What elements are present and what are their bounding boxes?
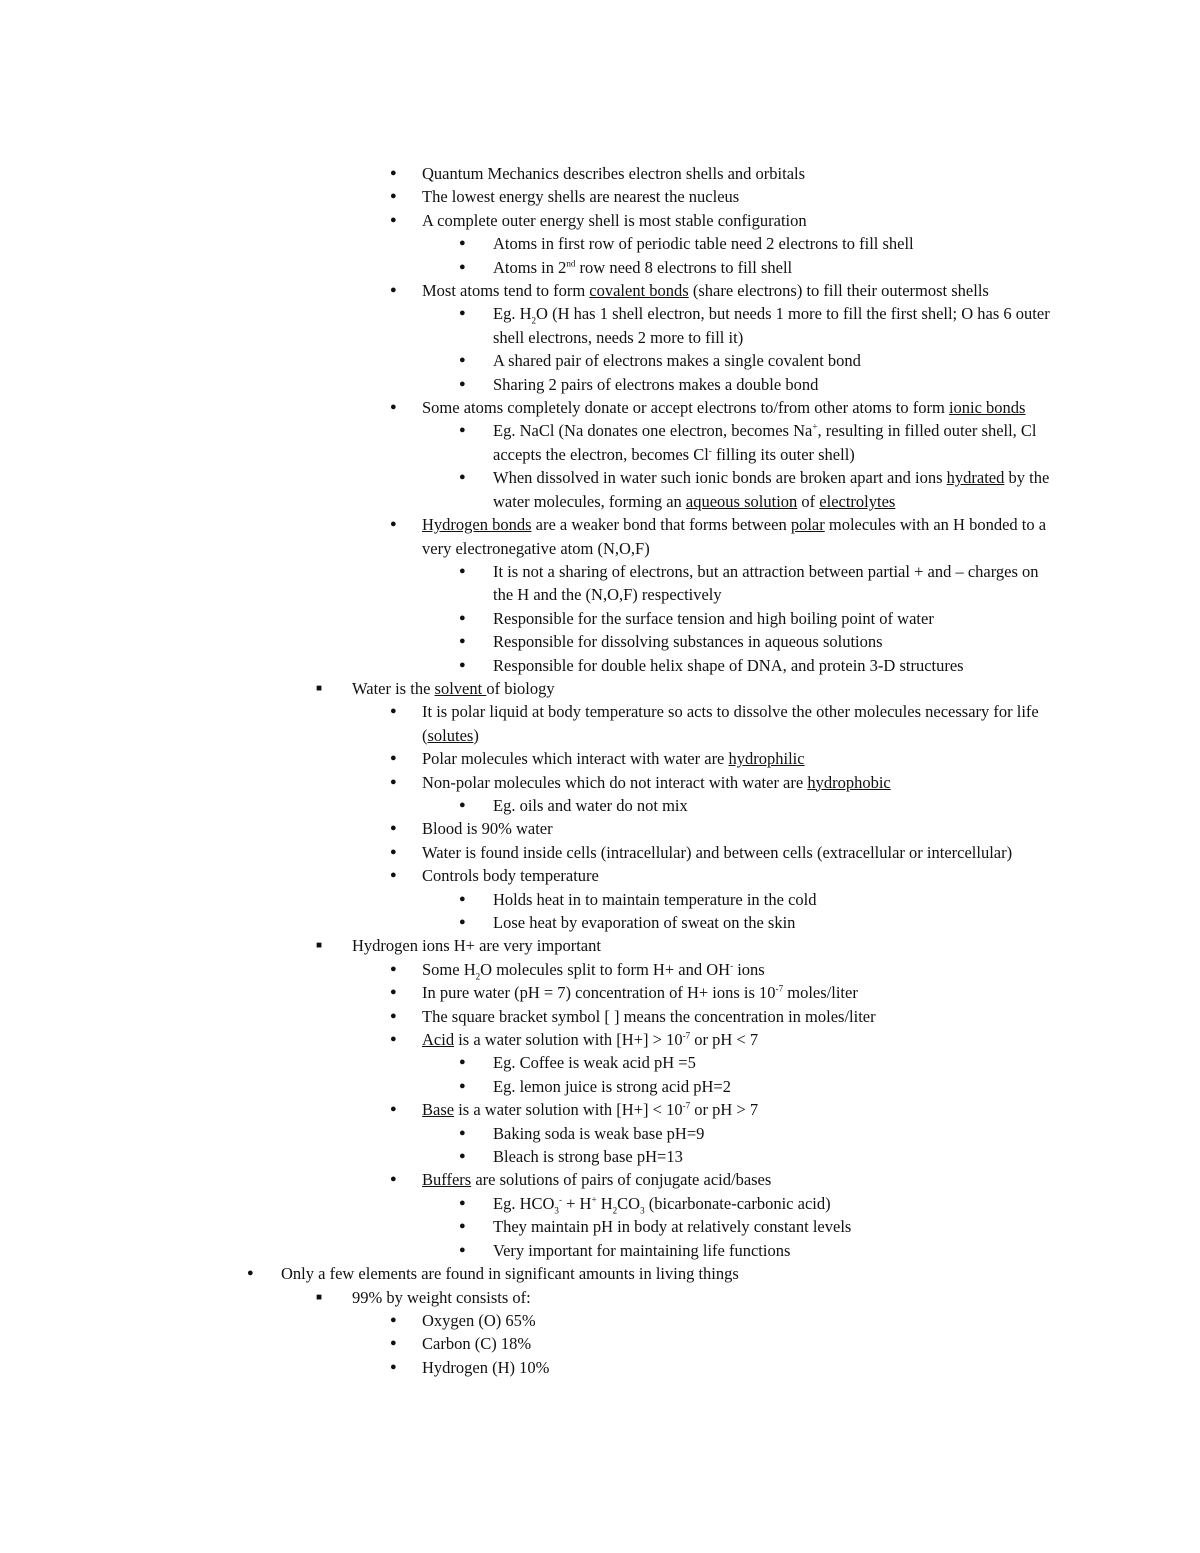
underlined-term: ionic bonds (948, 398, 1026, 418)
list-item-text (493, 911, 1061, 934)
text-run: are solutions of pairs of conjugate acid/bases (471, 1170, 772, 1190)
round-bullet-icon: ● (390, 284, 397, 297)
notes-document (0, 162, 1200, 1379)
round-bullet-icon: ● (459, 611, 466, 624)
list-item-text (493, 654, 1061, 677)
text-run: Controls body temperature (422, 866, 599, 886)
text-run: is a water solution with [H+] < 10 (454, 1100, 683, 1120)
list-item-text (422, 1332, 1058, 1355)
round-bullet-icon: ● (390, 705, 397, 718)
text-run: Oxygen (O) 65% (422, 1310, 536, 1330)
list-item-text (493, 1192, 1061, 1215)
round-bullet-icon: ● (459, 424, 466, 437)
text-run: Most atoms tend to form (422, 281, 590, 301)
list-item (459, 419, 1200, 466)
text-run: Only a few elements are found in significant amounts in living things (281, 1264, 739, 1284)
text-run: H (596, 1193, 613, 1213)
text-run: The square bracket symbol [ ] means the concentration in moles/liter (422, 1006, 876, 1026)
list-item-text (422, 513, 1058, 560)
text-run: Carbon (C) 18% (422, 1334, 532, 1354)
list-item (459, 630, 1200, 653)
text-run: Water is the (352, 678, 435, 698)
list-item-text (352, 1286, 988, 1309)
underlined-term: Hydrogen bonds (422, 515, 532, 535)
text-run: Blood is 90% water (422, 819, 553, 839)
text-run: ions (733, 959, 765, 979)
list-item (316, 677, 1200, 700)
text-run: It is polar liquid at body temperature so acts to dissolve the other molecules necessary for life ( (422, 702, 1039, 745)
text-run: Holds heat in to maintain temperature in the cold (493, 889, 817, 909)
round-bullet-icon: ● (459, 1243, 466, 1256)
round-bullet-icon: ● (459, 307, 466, 320)
list-item (390, 1356, 1200, 1379)
text-run: (bicarbonate-carbonic acid) (644, 1193, 831, 1213)
text-run: In pure water (pH = 7) concentration of H+ ions is 10 (422, 983, 776, 1003)
list-item-text (422, 1098, 1058, 1121)
list-item (459, 349, 1200, 372)
underlined-term: hydrophobic (807, 772, 891, 792)
list-item (390, 185, 1200, 208)
round-bullet-icon: ● (390, 1313, 397, 1326)
list-item-text (493, 232, 1061, 255)
round-bullet-icon: ● (247, 1267, 254, 1280)
list-item-text (422, 1028, 1058, 1051)
text-run: Baking soda is weak base pH=9 (493, 1123, 705, 1143)
text-run: Eg. oils and water do not mix (493, 795, 688, 815)
list-item-text (493, 419, 1061, 466)
list-item-text (422, 864, 1058, 887)
list-item (390, 513, 1200, 560)
list-item (390, 162, 1200, 185)
underlined-term: solutes (427, 725, 474, 745)
text-run: Eg. Coffee is weak acid pH =5 (493, 1053, 696, 1073)
square-bullet-icon: ■ (316, 1291, 323, 1303)
round-bullet-icon: ● (390, 845, 397, 858)
text-run: They maintain pH in body at relatively constant levels (493, 1217, 852, 1237)
text-run: moles/liter (783, 983, 858, 1003)
text-run: Quantum Mechanics describes electron shells and orbitals (422, 164, 806, 183)
round-bullet-icon: ● (459, 1150, 466, 1163)
list-item (459, 654, 1200, 677)
list-item (390, 1028, 1200, 1051)
text-run: Bleach is strong base pH=13 (493, 1147, 683, 1167)
underlined-term: electrolytes (819, 491, 896, 511)
list-item-text (422, 700, 1058, 747)
text-run: Very important for maintaining life functions (493, 1240, 791, 1260)
text-run: Sharing 2 pairs of electrons makes a double bond (493, 374, 819, 394)
text-run: Eg. H (493, 304, 532, 324)
text-run: Some atoms completely donate or accept electrons to/from other atoms to form (422, 398, 949, 418)
list-item-text (422, 1005, 1058, 1028)
list-item-text (281, 1262, 917, 1285)
round-bullet-icon: ● (390, 167, 397, 179)
list-item-text (422, 747, 1058, 770)
list-item (390, 1309, 1200, 1332)
text-run: + H (561, 1193, 592, 1213)
list-item-text (493, 560, 1061, 607)
round-bullet-icon: ● (390, 1033, 397, 1046)
list-item (390, 1332, 1200, 1355)
underlined-term: solvent (434, 678, 487, 698)
list-item-text (493, 302, 1061, 349)
text-run: Responsible for the surface tension and high boiling point of water (493, 608, 934, 628)
underlined-term: polar (790, 515, 825, 535)
underlined-term: Buffers (422, 1170, 472, 1190)
round-bullet-icon: ● (459, 377, 466, 390)
list-item (390, 841, 1200, 864)
round-bullet-icon: ● (459, 1056, 466, 1069)
text-run: Hydrogen ions H+ are very important (352, 936, 601, 956)
text-run: , resulting in filled outer shell, Cl accepts the electron, becomes Cl (493, 421, 1037, 464)
text-run: row need 8 electrons to fill shell (575, 257, 793, 277)
list-item-text (493, 466, 1061, 513)
list-item (390, 747, 1200, 770)
round-bullet-icon: ● (390, 518, 397, 531)
list-item (390, 771, 1200, 794)
round-bullet-icon: ● (459, 354, 466, 367)
text-run: Hydrogen (H) 10% (422, 1357, 550, 1377)
list-item (459, 911, 1200, 934)
list-item-text (493, 1051, 1061, 1074)
round-bullet-icon: ● (390, 1360, 397, 1373)
text-run: (share electrons) to fill their outermost shells (688, 281, 989, 301)
text-run: It is not a sharing of electrons, but an attraction between partial + and – charges on the H and the (N,O,F) respectively (493, 561, 1039, 605)
text-run: 2 (531, 315, 537, 326)
round-bullet-icon: ● (459, 260, 466, 273)
round-bullet-icon: ● (459, 1220, 466, 1233)
round-bullet-icon: ● (390, 962, 397, 975)
list-item-text (422, 1356, 1058, 1379)
list-item (247, 1262, 1200, 1285)
list-item (459, 1192, 1200, 1216)
round-bullet-icon: ● (390, 752, 397, 765)
text-run: -7 (682, 1100, 691, 1111)
text-run: Atoms in first row of periodic table need 2 electrons to fill shell (493, 234, 914, 254)
text-run: by the water molecules, forming an (493, 468, 1050, 511)
round-bullet-icon: ● (459, 635, 466, 648)
list-item-text (493, 607, 1061, 630)
list-item-text (493, 1122, 1061, 1145)
round-bullet-icon: ● (390, 190, 397, 203)
text-run: Lose heat by evaporation of sweat on the skin (493, 913, 796, 932)
list-item-text (493, 1215, 1061, 1238)
list-item (459, 1075, 1200, 1098)
text-run: CO (617, 1193, 641, 1213)
text-run: nd (566, 258, 576, 269)
list-item (390, 1098, 1200, 1121)
underlined-term: Base (422, 1100, 455, 1120)
text-run: ) (473, 725, 479, 745)
text-run: O molecules split to form H+ and OH (480, 959, 731, 979)
round-bullet-icon: ● (459, 798, 466, 811)
round-bullet-icon: ● (459, 471, 466, 484)
list-item-text (422, 185, 1058, 208)
list-item-text (422, 1168, 1058, 1191)
text-run: O (H has 1 shell electron, but needs 1 more to fill the first shell; O has 6 outer shell electrons, needs 2 more to fill it) (493, 304, 1050, 347)
text-run: -7 (682, 1030, 691, 1041)
text-run: of (797, 491, 820, 511)
round-bullet-icon: ● (459, 892, 466, 905)
square-bullet-icon: ■ (316, 682, 323, 694)
text-run: - (558, 1194, 562, 1205)
text-run: 3 (640, 1205, 645, 1216)
list-item (459, 794, 1200, 817)
text-run: Non-polar molecules which do not interact with water are (422, 772, 808, 792)
list-item-text (422, 1309, 1058, 1332)
list-item-text (422, 841, 1058, 864)
list-item (459, 607, 1200, 630)
text-run: 2 (612, 1205, 618, 1216)
round-bullet-icon: ● (459, 237, 466, 250)
underlined-term: hydrophilic (728, 749, 805, 769)
list-item-text (493, 630, 1061, 653)
text-run: - (730, 960, 734, 971)
round-bullet-icon: ● (390, 1009, 397, 1022)
text-run: molecules with an H bonded to a very electronegative atom (N,O,F) (422, 515, 1047, 558)
list-item-text (493, 888, 1061, 911)
text-run: Eg. lemon juice is strong acid pH=2 (493, 1076, 731, 1096)
text-run: + (591, 1194, 597, 1205)
text-run: A complete outer energy shell is most stable configuration (422, 210, 807, 230)
text-run: 2 (475, 971, 481, 982)
text-run: A shared pair of electrons makes a single covalent bond (493, 351, 861, 371)
round-bullet-icon: ● (459, 1079, 466, 1092)
list-item (459, 373, 1200, 396)
text-run: or pH > 7 (690, 1100, 759, 1120)
round-bullet-icon: ● (459, 658, 466, 671)
round-bullet-icon: ● (459, 1126, 466, 1139)
list-item-text (352, 677, 988, 700)
round-bullet-icon: ● (390, 775, 397, 788)
text-run: Eg. NaCl (Na donates one electron, becomes Na (493, 421, 813, 441)
round-bullet-icon: ● (459, 1196, 466, 1209)
list-item (390, 700, 1200, 747)
list-item (459, 888, 1200, 911)
list-item (459, 1122, 1200, 1145)
text-run: Responsible for double helix shape of DNA, and protein 3-D structures (493, 655, 964, 675)
text-run: of biology (486, 678, 555, 698)
list-item (390, 817, 1200, 840)
underlined-term: Acid (422, 1030, 455, 1050)
text-run: Atoms in 2 (493, 257, 567, 277)
round-bullet-icon: ● (390, 1103, 397, 1116)
round-bullet-icon: ● (390, 401, 397, 414)
list-item (316, 934, 1200, 957)
text-run: Water is found inside cells (intracellular) and between cells (extracellular or intercellular) (422, 842, 1013, 862)
list-item (390, 864, 1200, 887)
list-item-text (422, 981, 1058, 1004)
text-run: 3 (554, 1205, 559, 1216)
list-item-text (422, 771, 1058, 794)
list-item-text (493, 256, 1061, 279)
list-item-text (352, 934, 988, 957)
round-bullet-icon: ● (390, 1337, 397, 1350)
underlined-term: aqueous solution (685, 491, 798, 511)
text-run: 99% by weight consists of: (352, 1287, 531, 1307)
list-item (459, 1239, 1200, 1262)
list-item (390, 1168, 1200, 1191)
list-item (390, 1005, 1200, 1028)
list-item (459, 302, 1200, 349)
text-run: or pH < 7 (690, 1030, 759, 1050)
list-item (390, 958, 1200, 982)
list-item (459, 560, 1200, 607)
list-item (459, 232, 1200, 255)
list-item (459, 256, 1200, 279)
text-run: When dissolved in water such ionic bonds are broken apart and ions (493, 468, 947, 488)
list-item (390, 396, 1200, 419)
list-item (459, 1215, 1200, 1238)
text-run: are a weaker bond that forms between (531, 515, 791, 535)
round-bullet-icon: ● (459, 916, 466, 928)
text-run: The lowest energy shells are nearest the nucleus (422, 187, 740, 207)
list-item (459, 466, 1200, 513)
text-run: Polar molecules which interact with water are (422, 749, 729, 769)
text-run: Eg. HCO (493, 1193, 555, 1213)
round-bullet-icon: ● (459, 564, 466, 577)
list-item-text (422, 162, 1058, 185)
text-run: is a water solution with [H+] > 10 (454, 1030, 683, 1050)
underlined-term: covalent bonds (589, 281, 689, 301)
round-bullet-icon: ● (390, 1173, 397, 1186)
text-run: Some H (422, 959, 476, 979)
list-item-text (422, 958, 1058, 981)
list-item-text (422, 396, 1058, 419)
text-run: filling its outer shell) (711, 444, 855, 464)
list-item-text (493, 1075, 1061, 1098)
list-item (390, 981, 1200, 1004)
list-item (459, 1145, 1200, 1168)
list-item-text (422, 209, 1058, 232)
list-item (459, 1051, 1200, 1074)
underlined-term: hydrated (946, 468, 1005, 488)
text-run: Responsible for dissolving substances in aqueous solutions (493, 632, 883, 652)
round-bullet-icon: ● (390, 986, 397, 999)
round-bullet-icon: ● (390, 869, 397, 882)
list-item-text (493, 794, 1061, 817)
text-run: -7 (775, 983, 784, 994)
list-item (316, 1286, 1200, 1309)
text-run: - (708, 445, 712, 456)
text-run: + (812, 421, 818, 432)
list-item (390, 209, 1200, 232)
list-item-text (422, 279, 1058, 302)
list-item-text (422, 817, 1058, 840)
round-bullet-icon: ● (390, 213, 397, 226)
round-bullet-icon: ● (390, 822, 397, 835)
list-item (390, 279, 1200, 302)
list-item-text (493, 373, 1061, 396)
list-item-text (493, 1239, 1061, 1262)
list-item-text (493, 1145, 1061, 1168)
list-item-text (493, 349, 1061, 372)
square-bullet-icon: ■ (316, 940, 323, 952)
